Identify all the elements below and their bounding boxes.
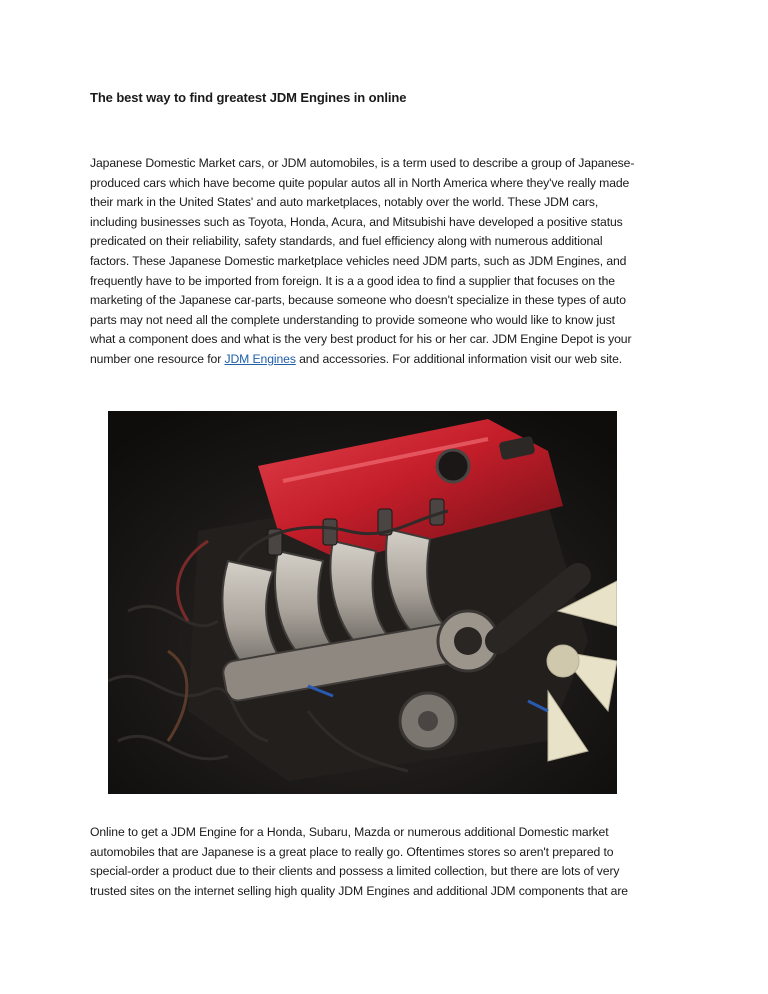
paragraph-line: Online to get a JDM Engine for a Honda, Subaru, Mazda or numerous additional Domestic market <box>90 825 609 839</box>
second-paragraph <box>90 823 680 901</box>
paragraph-line: their mark in the United States' and auto marketplaces, notably over the world. These JDM cars, <box>90 195 599 210</box>
throttle-bore <box>454 627 482 655</box>
jdm-engines-link[interactable]: JDM Engines <box>224 351 296 366</box>
paragraph-line: parts may not need all the complete understanding to provide someone who would like to know just <box>90 312 615 327</box>
engine-photo <box>108 411 617 794</box>
paragraph-last-line <box>90 350 680 370</box>
paragraph-line: marketing of the Japanese car-parts, because someone who doesn't specialize in these types of auto <box>90 293 626 308</box>
paragraph-line: frequently have to be imported from foreign. It is a a good idea to find a supplier that focuses on the <box>90 273 615 288</box>
link-trail-text: and accessories. For additional information visit our web site. <box>295 351 623 366</box>
link-lead-text: number one resource for <box>90 351 225 366</box>
paragraph-line: predicated on their reliability, safety standards, and fuel efficiency along with numerous additional <box>90 234 603 249</box>
paragraph-line: Japanese Domestic Market cars, or JDM automobiles, is a term used to describe a group of Japanese- <box>90 156 635 170</box>
paragraph-line: produced cars which have become quite popular autos all in North America where they've really made <box>90 175 630 190</box>
paragraph-line: trusted sites on the internet selling high quality JDM Engines and additional JDM components that are <box>90 883 628 898</box>
paragraph-line: special-order a product due to their clients and possess a limited collection, but there are lots of very <box>90 864 620 879</box>
engine-illustration <box>108 411 617 794</box>
paragraph-line: automobiles that are Japanese is a great place to really go. Oftentimes stores so aren't prepared to <box>90 844 614 859</box>
paragraph-line: what a component does and what is the very best product for his or her car. JDM Engine Depot is your <box>90 332 632 347</box>
alternator-hub <box>418 711 438 731</box>
paragraph-line: including businesses such as Toyota, Honda, Acura, and Mitsubishi have developed a positive status <box>90 214 623 229</box>
paragraph-line: factors. These Japanese Domestic marketplace vehicles need JDM parts, such as JDM Engines, and <box>90 253 627 268</box>
document-title: The best way to find greatest JDM Engines in online <box>90 90 407 105</box>
intro-paragraph <box>90 154 680 370</box>
